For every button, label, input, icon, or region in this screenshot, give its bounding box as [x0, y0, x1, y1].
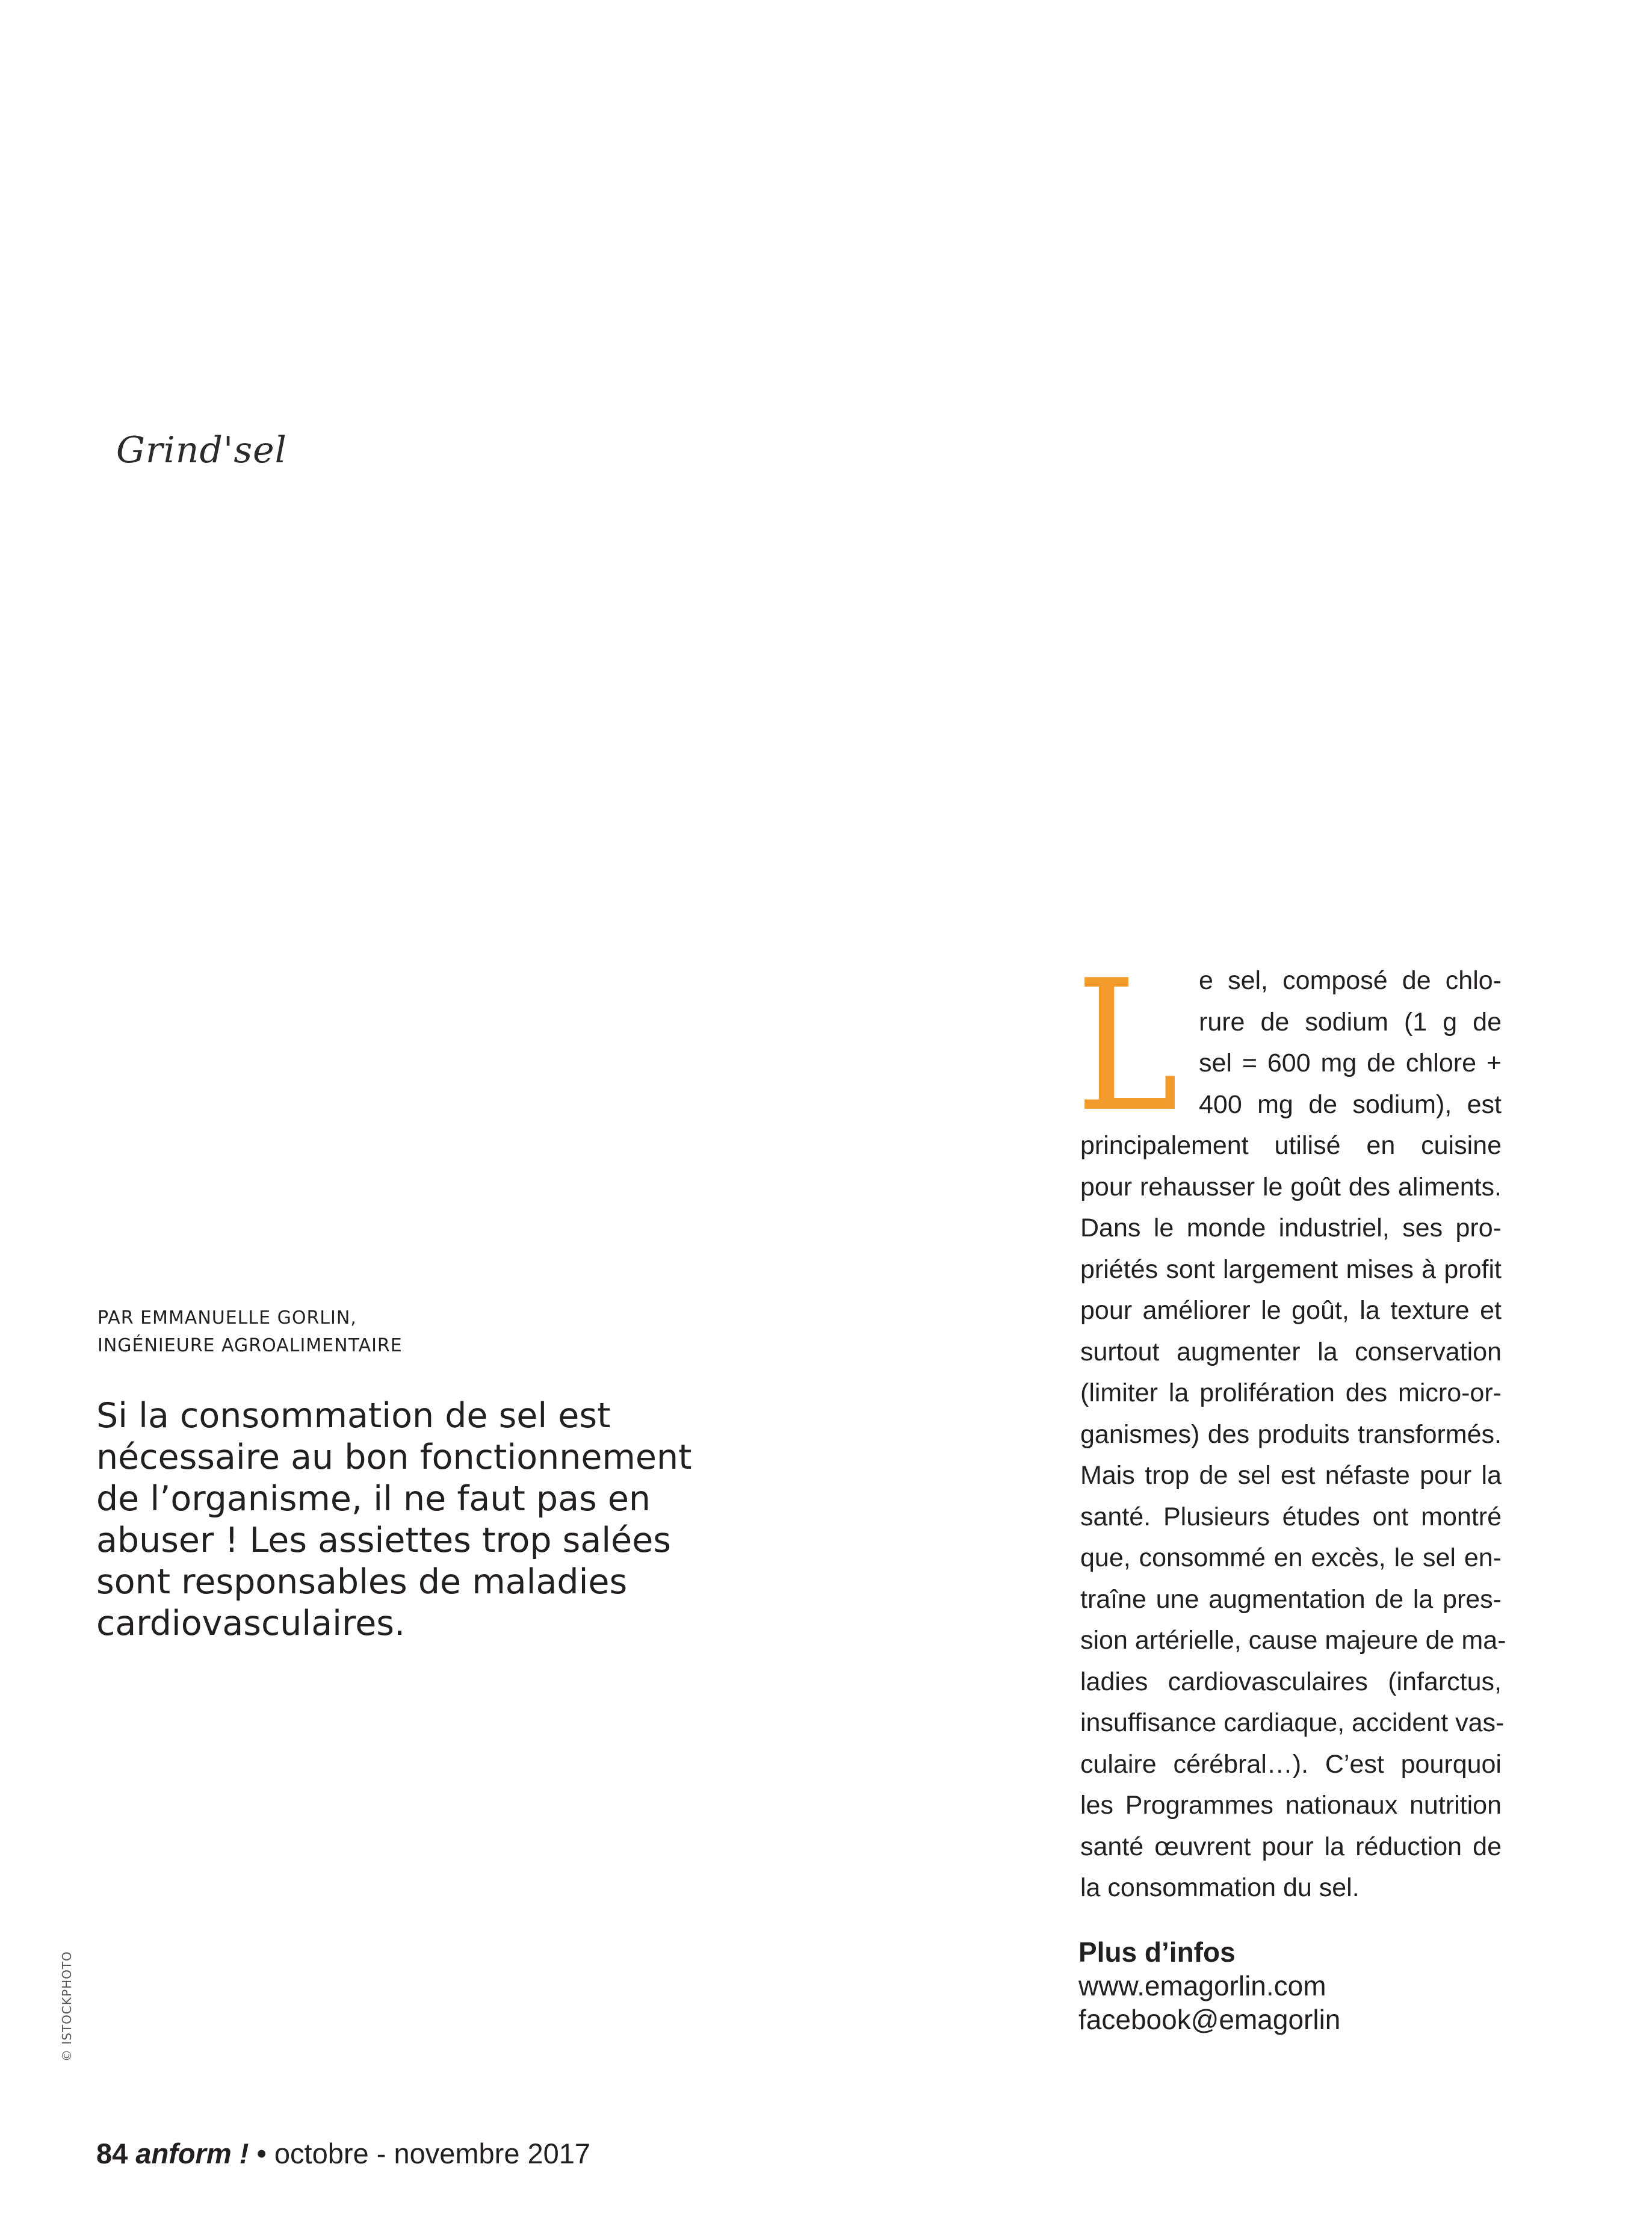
- drop-cap-letter: L: [1076, 941, 1178, 1152]
- intro-paragraph: [96, 1395, 782, 1644]
- page-number: 84: [96, 2137, 128, 2169]
- facebook-link[interactable]: facebook@emagorlin: [1078, 2004, 1341, 2035]
- article-line: ladies cardiovasculaires (infarctus,: [1080, 1667, 1502, 1696]
- photo-credit: [58, 1941, 76, 2062]
- article-line: insuffisance cardiaque, accident vas-: [1080, 1708, 1505, 1737]
- magazine-name: anform !: [135, 2137, 249, 2169]
- article-line: rure de sodium (1 g de: [1199, 1007, 1502, 1037]
- intro-line: de l’organisme, il ne faut pas en: [96, 1479, 651, 1519]
- author-title: INGÉNIEURE AGROALIMENTAIRE: [97, 1335, 403, 1356]
- byline: [97, 1304, 403, 1360]
- article-line: sel = 600 mg de chlore +: [1199, 1049, 1502, 1077]
- footer-separator: •: [256, 2137, 274, 2169]
- article-line: culaire cérébral…). C’est pourquoi: [1080, 1749, 1502, 1779]
- article-line: (limiter la prolifération des micro-or-: [1080, 1378, 1502, 1407]
- article-line: e sel, composé de chlo-: [1199, 966, 1502, 995]
- author-name: PAR EMMANUELLE GORLIN,: [97, 1307, 357, 1328]
- article-line: les Programmes nationaux nutrition: [1080, 1791, 1502, 1820]
- article-line: 400 mg de sodium), est: [1199, 1090, 1502, 1119]
- article-line: traîne une augmentation de la pres-: [1080, 1584, 1502, 1614]
- section-title: Grind'sel: [116, 429, 287, 471]
- article-line: priétés sont largement mises à profit: [1080, 1254, 1502, 1284]
- more-info-heading: Plus d’infos: [1078, 1936, 1236, 1968]
- more-info: [1078, 1935, 1340, 2036]
- article-line: santé œuvrent pour la réduction de: [1080, 1832, 1502, 1861]
- intro-line: Si la consommation de sel est: [96, 1396, 611, 1436]
- article-line: Dans le monde industriel, ses pro-: [1080, 1214, 1502, 1242]
- article-line: que, consommé en excès, le sel en-: [1080, 1543, 1502, 1572]
- issue-date: octobre - novembre 2017: [274, 2137, 591, 2169]
- article-line: surtout augmenter la conservation: [1080, 1337, 1502, 1366]
- page-footer: [96, 2137, 590, 2171]
- photo-credit-text: © ISTOCKPHOTO: [60, 1951, 74, 2062]
- article-line: pour rehausser le goût des aliments.: [1080, 1172, 1502, 1201]
- article-body: [1080, 960, 1506, 1909]
- article-line: principalement utilisé en cuisine: [1080, 1131, 1502, 1160]
- article-line: sion artérielle, cause majeure de ma-: [1080, 1626, 1506, 1655]
- article-line: la consommation du sel.: [1080, 1873, 1360, 1902]
- intro-line: cardiovasculaires.: [96, 1604, 406, 1643]
- website-link[interactable]: www.emagorlin.com: [1078, 1970, 1326, 2001]
- article-line: Mais trop de sel est néfaste pour la: [1080, 1461, 1502, 1490]
- article-line: santé. Plusieurs études ont montré: [1080, 1502, 1502, 1531]
- article-line: ganismes) des produits transformés.: [1080, 1419, 1502, 1449]
- intro-line: abuser ! Les assiettes trop salées: [96, 1520, 671, 1560]
- article-line: pour améliorer le goût, la texture et: [1080, 1296, 1502, 1325]
- intro-line: sont responsables de maladies: [96, 1562, 628, 1602]
- intro-line: nécessaire au bon fonctionnement: [96, 1437, 692, 1477]
